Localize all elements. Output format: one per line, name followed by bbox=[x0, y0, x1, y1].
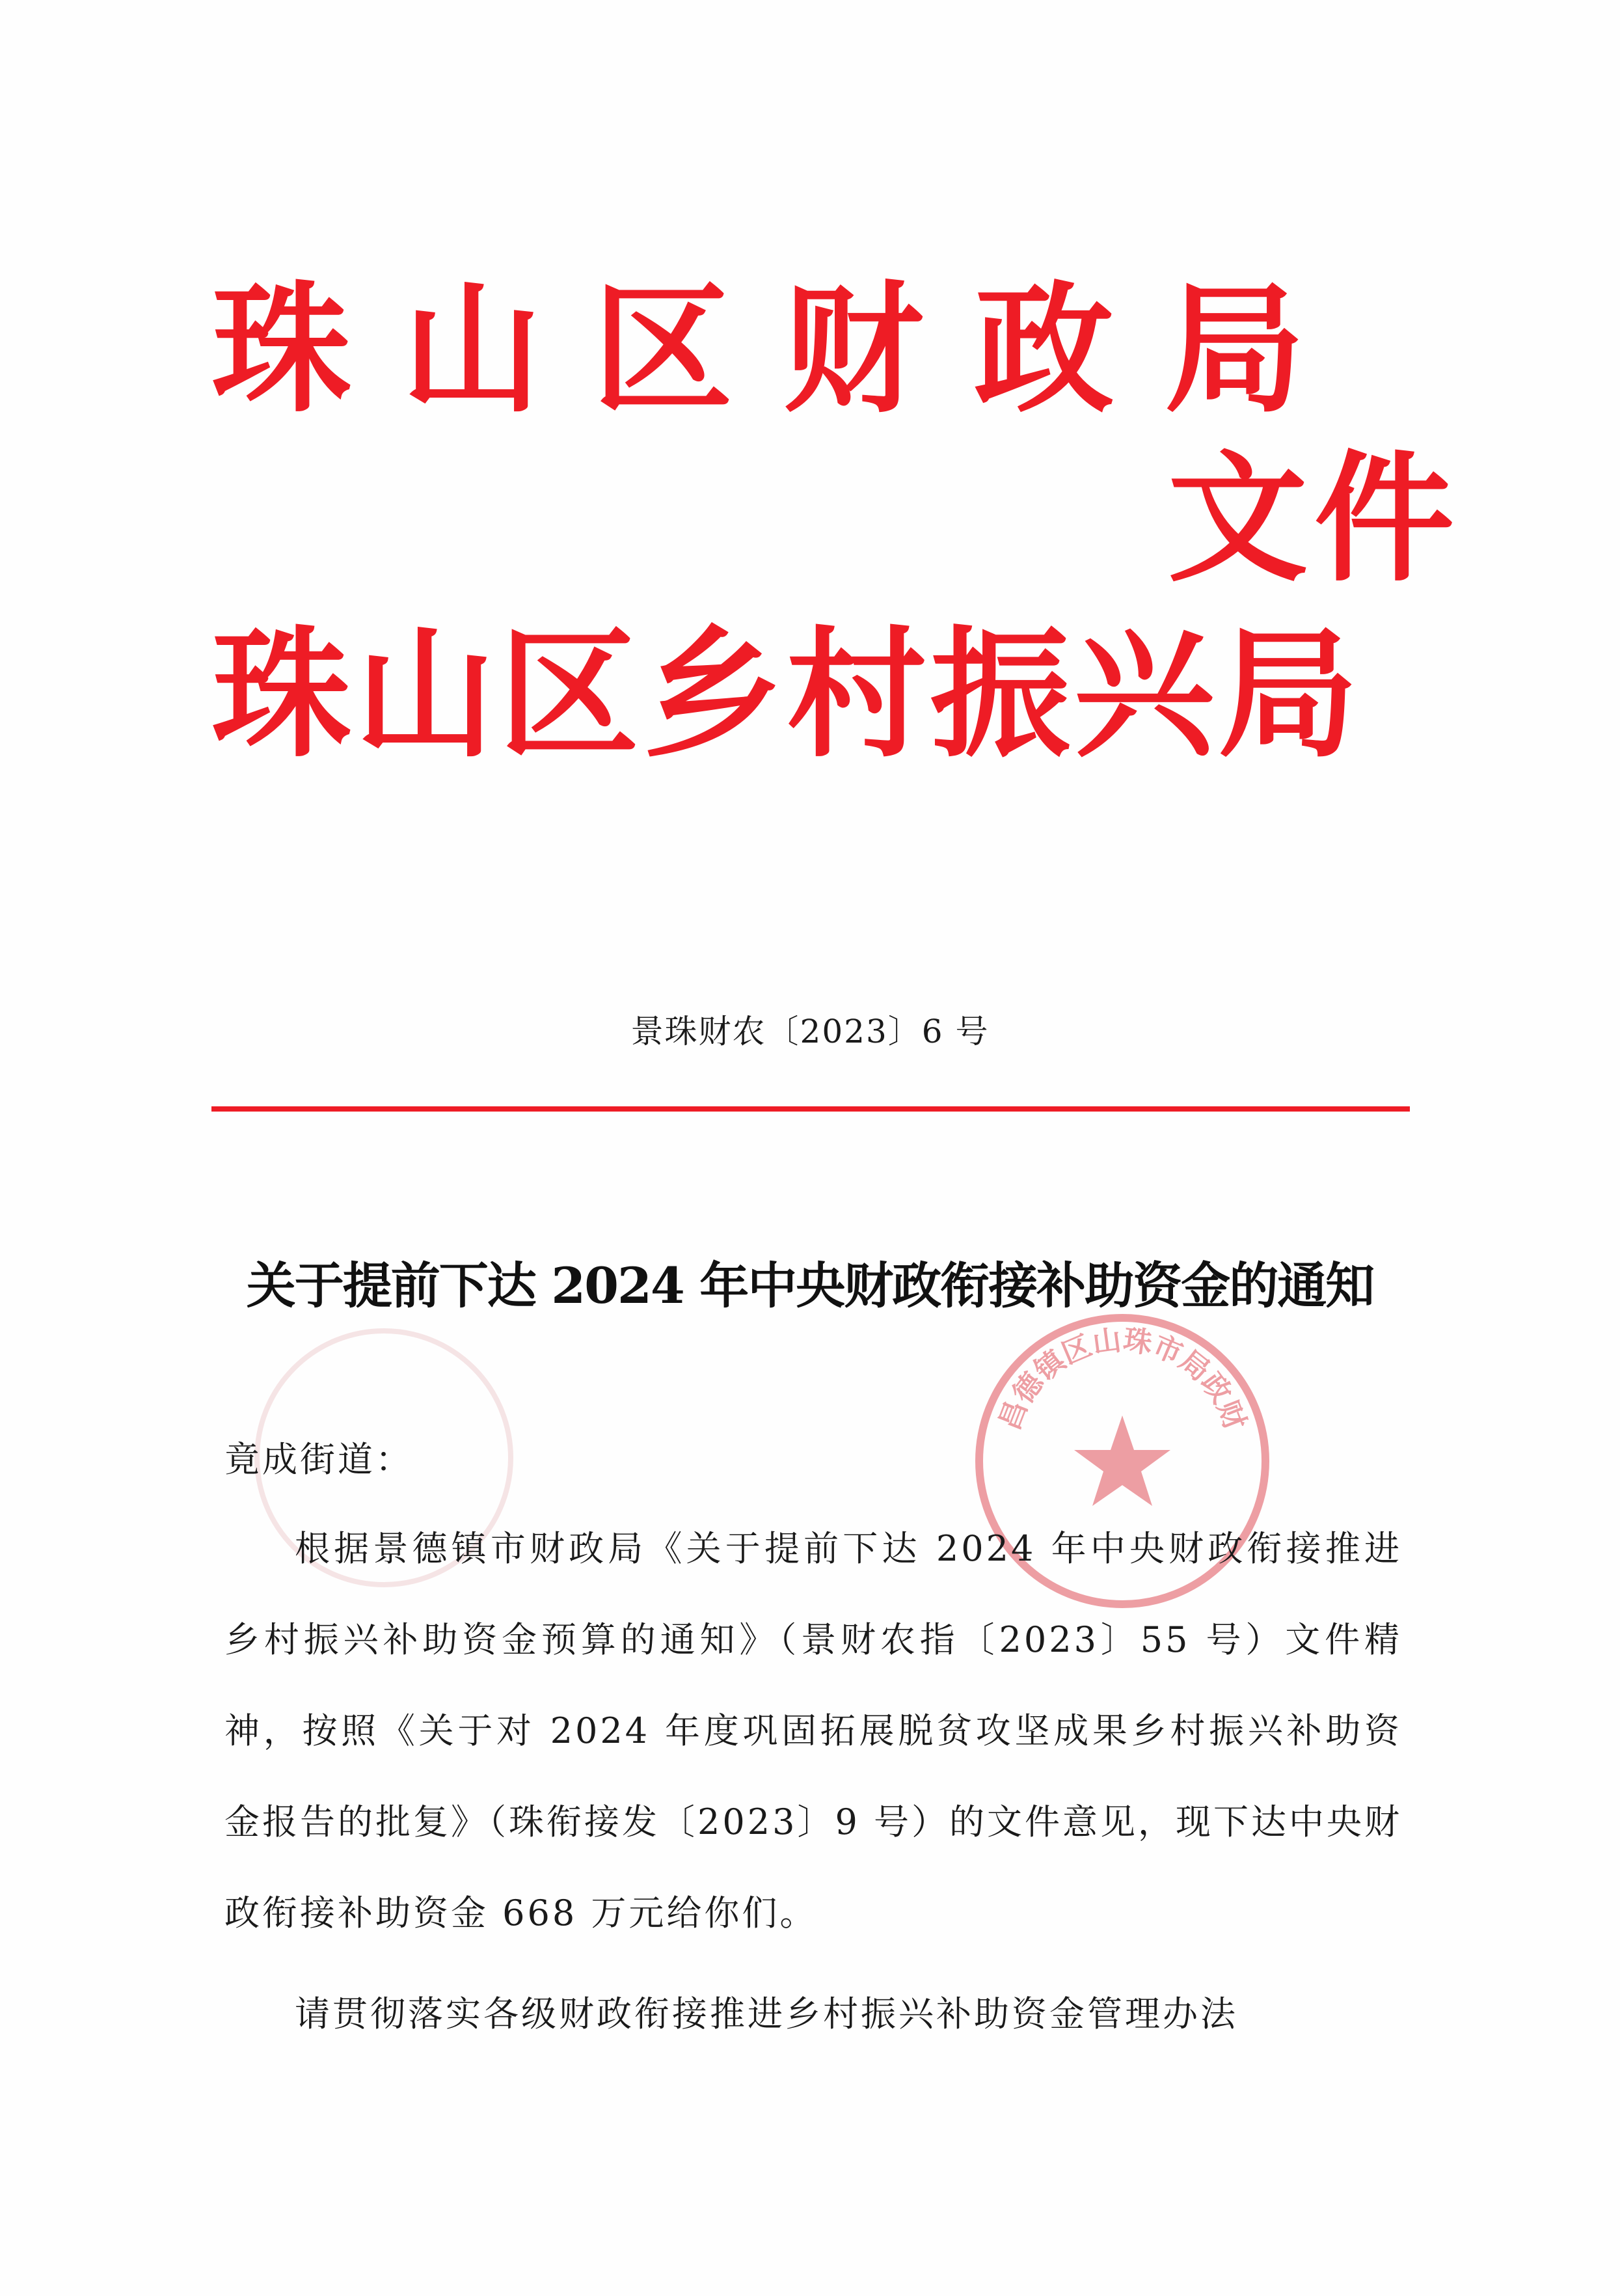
seal-text: 昌德镇区山珠市局政财 bbox=[992, 1323, 1252, 1435]
issuer-document-suffix: 文件 bbox=[1168, 437, 1461, 601]
issuer-finance-bureau: 珠山区财政局 bbox=[211, 268, 1355, 431]
red-separator-rule bbox=[211, 1106, 1410, 1112]
notice-title: 关于提前下达 2024 年中央财政衔接补助资金的通知 bbox=[246, 1257, 1374, 1315]
issuer-rural-revitalization-bureau: 珠山区乡村振兴局 bbox=[211, 613, 1362, 776]
addressee: 竟成街道： bbox=[224, 1439, 413, 1480]
body-paragraph-1: 根据景德镇市财政局《关于提前下达 2024 年中央财政衔接推进乡村振兴补助资金预算的通知》（景财农指〔2023〕55 号）文件精神，按照《关于对 2024 年度巩固拓展脱贫攻坚成果乡村振兴补助资金报告的批复》（珠衔接发〔2023〕9 号）的文件意见，现下达中央财政衔接补助资金 668 万元给你们。 bbox=[224, 1528, 1402, 1934]
document-number: 景珠财农〔2023〕6 号 bbox=[630, 1013, 990, 1050]
body-paragraph-2: 请贯彻落实各级财政衔接推进乡村振兴补助资金管理办法 bbox=[295, 1993, 1238, 2034]
